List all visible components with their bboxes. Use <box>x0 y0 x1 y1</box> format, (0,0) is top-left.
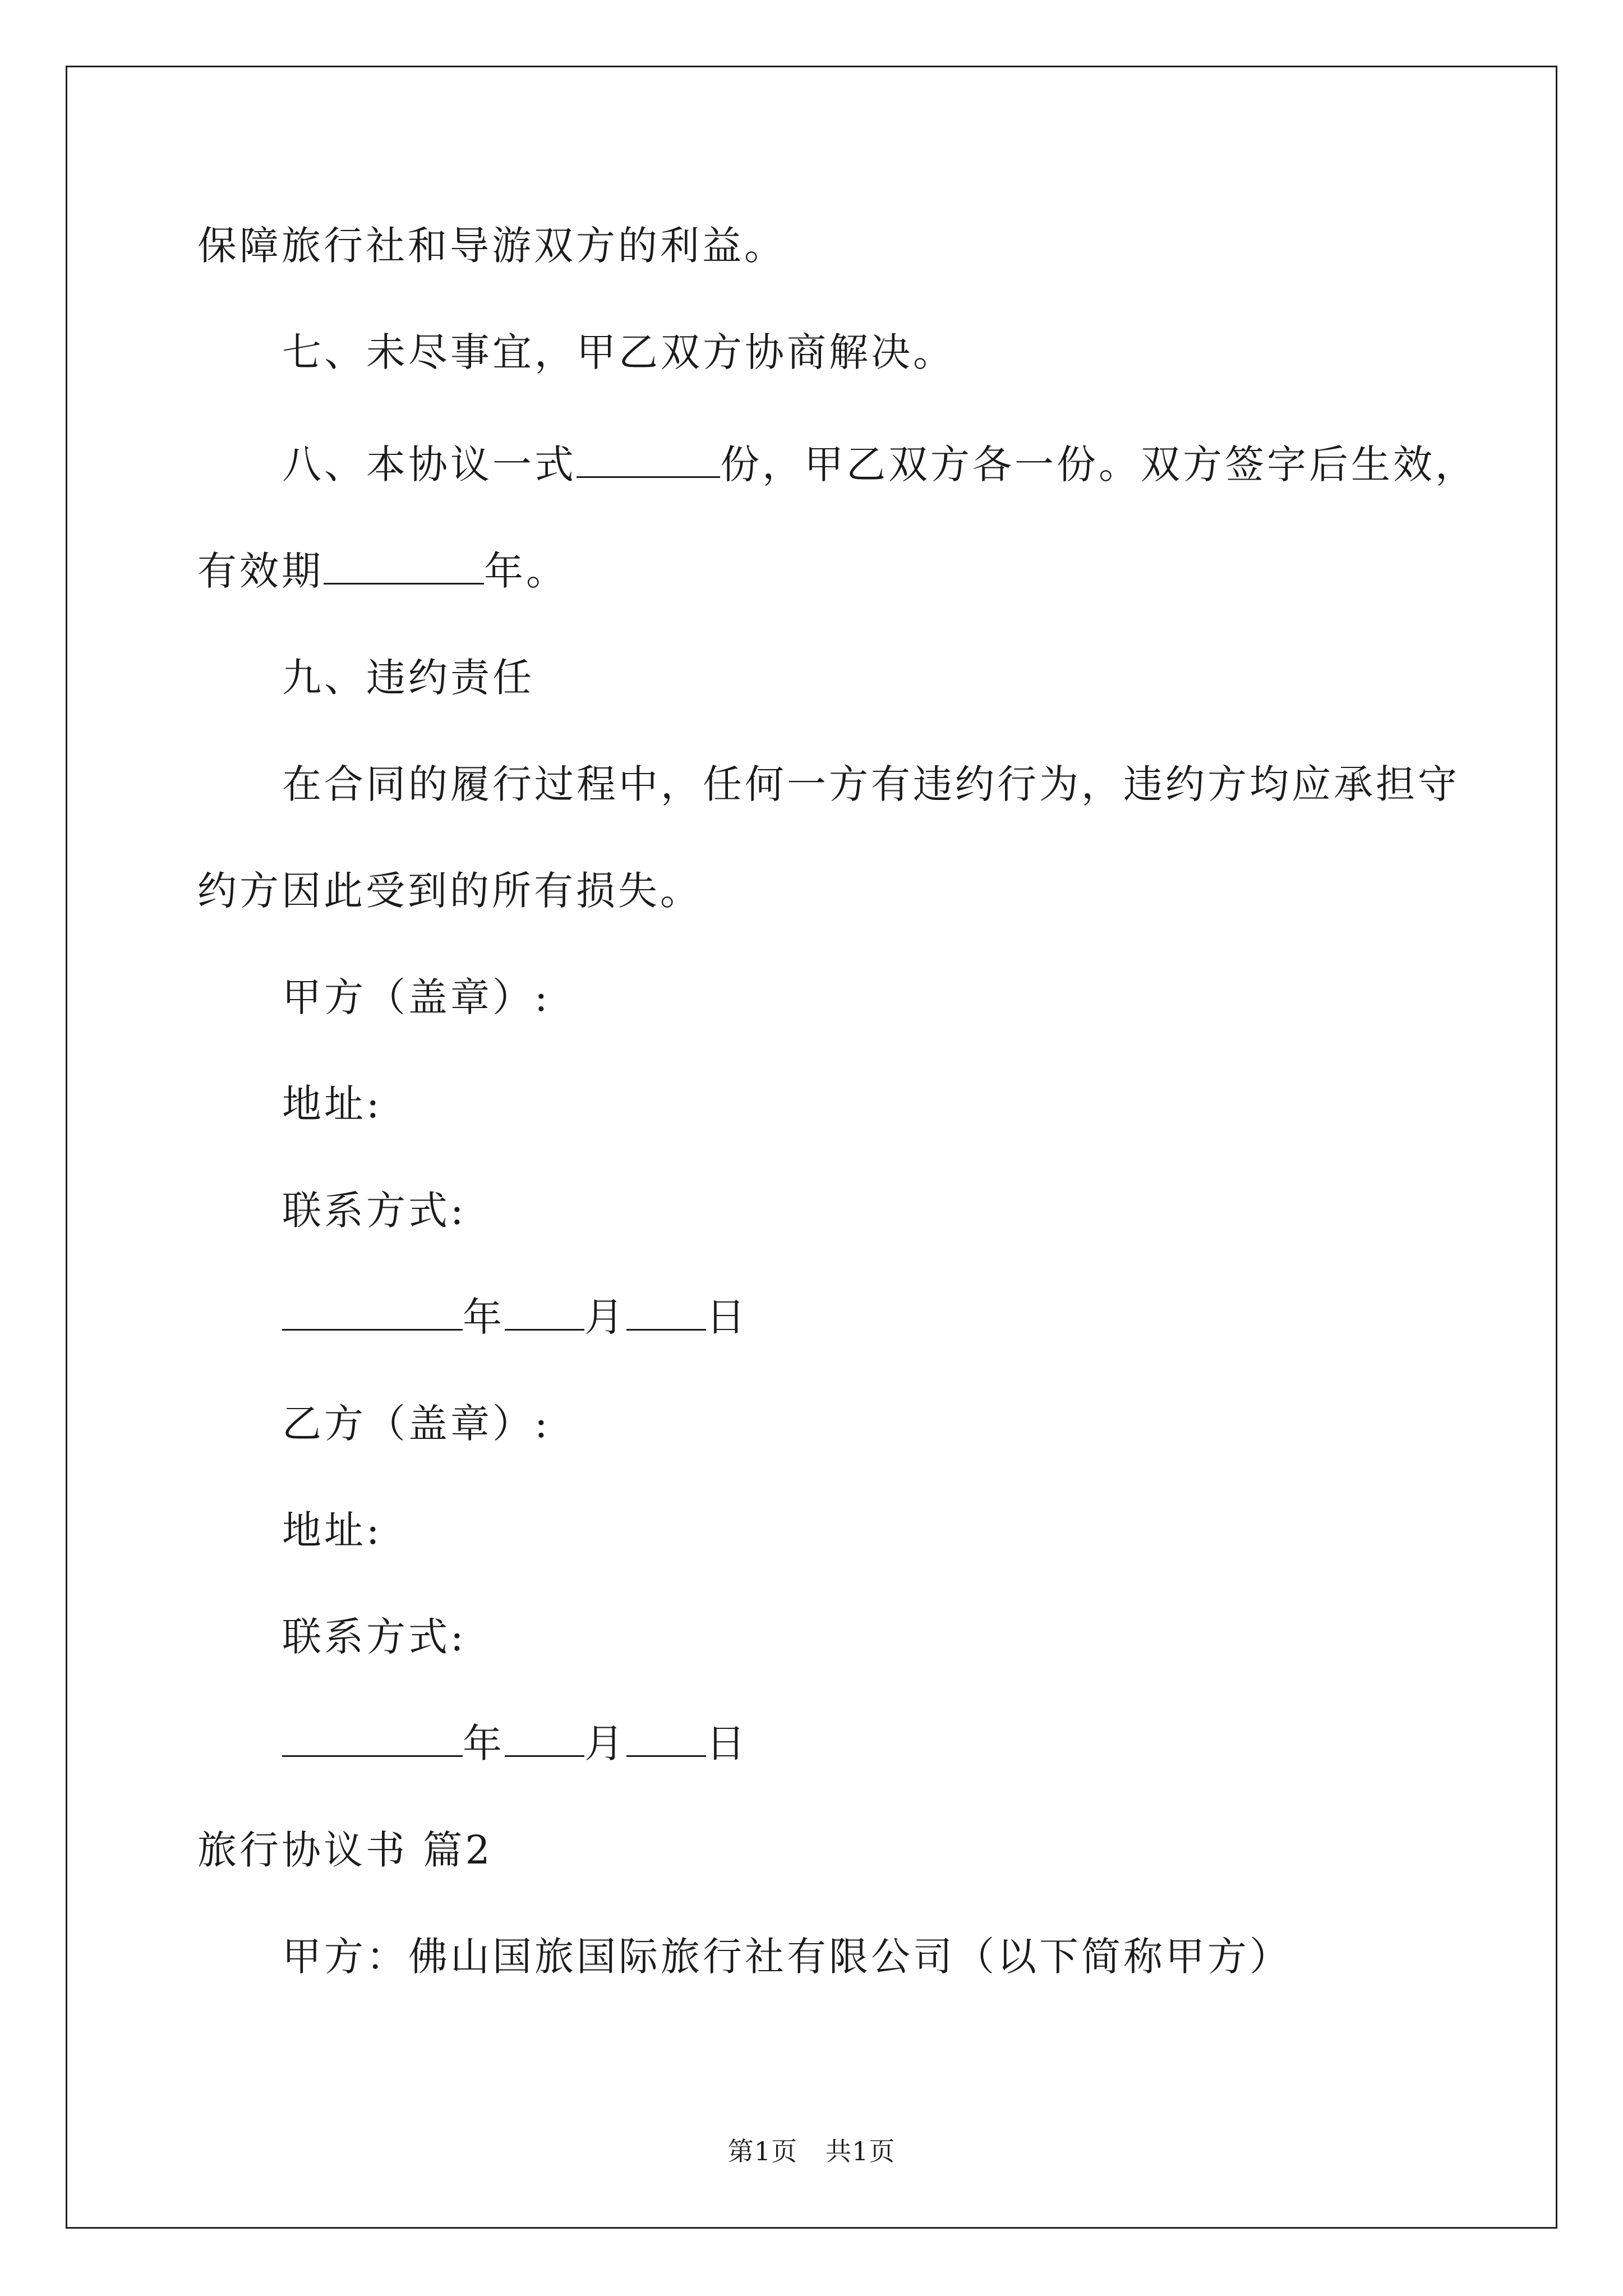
page-number-total: 共1页 <box>826 2136 896 2166</box>
party-a-date-line <box>282 1292 748 1342</box>
party-a-company-line: 甲方：佛山国旅国际旅行社有限公司（以下简称甲方） <box>282 1934 1292 1980</box>
clause-eight-suffix: 份，甲乙双方各一份。双方签字后生效， <box>720 441 1477 487</box>
party-a-year-blank <box>282 1292 463 1331</box>
page-footer <box>0 2134 1623 2168</box>
party-b-contact-label: 联系方式: <box>282 1614 467 1660</box>
paragraph-benefits: 保障旅行社和导游双方的利益。 <box>197 223 786 269</box>
validity-prefix: 有效期 <box>197 548 324 594</box>
party-a-seal-label: 甲方（盖章）: <box>282 974 551 1020</box>
page-border <box>66 66 1557 2229</box>
party-b-day-blank <box>626 1718 706 1757</box>
clause-seven: 七、未尽事宜，甲乙双方协商解决。 <box>282 329 955 375</box>
page-number-current: 第1页 <box>727 2136 797 2166</box>
party-b-address-label: 地址: <box>282 1507 382 1553</box>
clause-nine-heading: 九、违约责任 <box>282 655 534 701</box>
breach-paragraph-line2: 约方因此受到的所有损失。 <box>197 868 702 914</box>
party-b-month-label: 月 <box>584 1720 626 1766</box>
party-a-contact-label: 联系方式: <box>282 1188 467 1234</box>
party-b-month-blank <box>505 1718 584 1757</box>
party-b-year-blank <box>282 1718 463 1757</box>
party-a-day-label: 日 <box>706 1294 748 1340</box>
party-a-address-label: 地址: <box>282 1081 382 1127</box>
party-a-month-blank <box>505 1292 584 1331</box>
party-a-month-label: 月 <box>584 1294 626 1340</box>
validity-suffix: 年。 <box>484 548 568 594</box>
party-a-day-blank <box>626 1292 706 1331</box>
clause-eight <box>282 439 1477 490</box>
section-heading-part2: 旅行协议书 篇2 <box>197 1827 493 1873</box>
clause-eight-prefix: 八、本协议一式 <box>282 441 577 487</box>
party-b-seal-label: 乙方（盖章）: <box>282 1401 551 1447</box>
breach-paragraph-line1: 在合同的履行过程中，任何一方有违约行为，违约方均应承担守 <box>282 761 1460 807</box>
copies-blank <box>577 439 720 478</box>
party-a-year-label: 年 <box>463 1294 505 1340</box>
party-b-year-label: 年 <box>463 1720 505 1766</box>
validity-years-blank <box>324 546 484 585</box>
validity-line <box>197 546 568 596</box>
party-b-date-line <box>282 1718 748 1769</box>
party-b-day-label: 日 <box>706 1720 748 1766</box>
